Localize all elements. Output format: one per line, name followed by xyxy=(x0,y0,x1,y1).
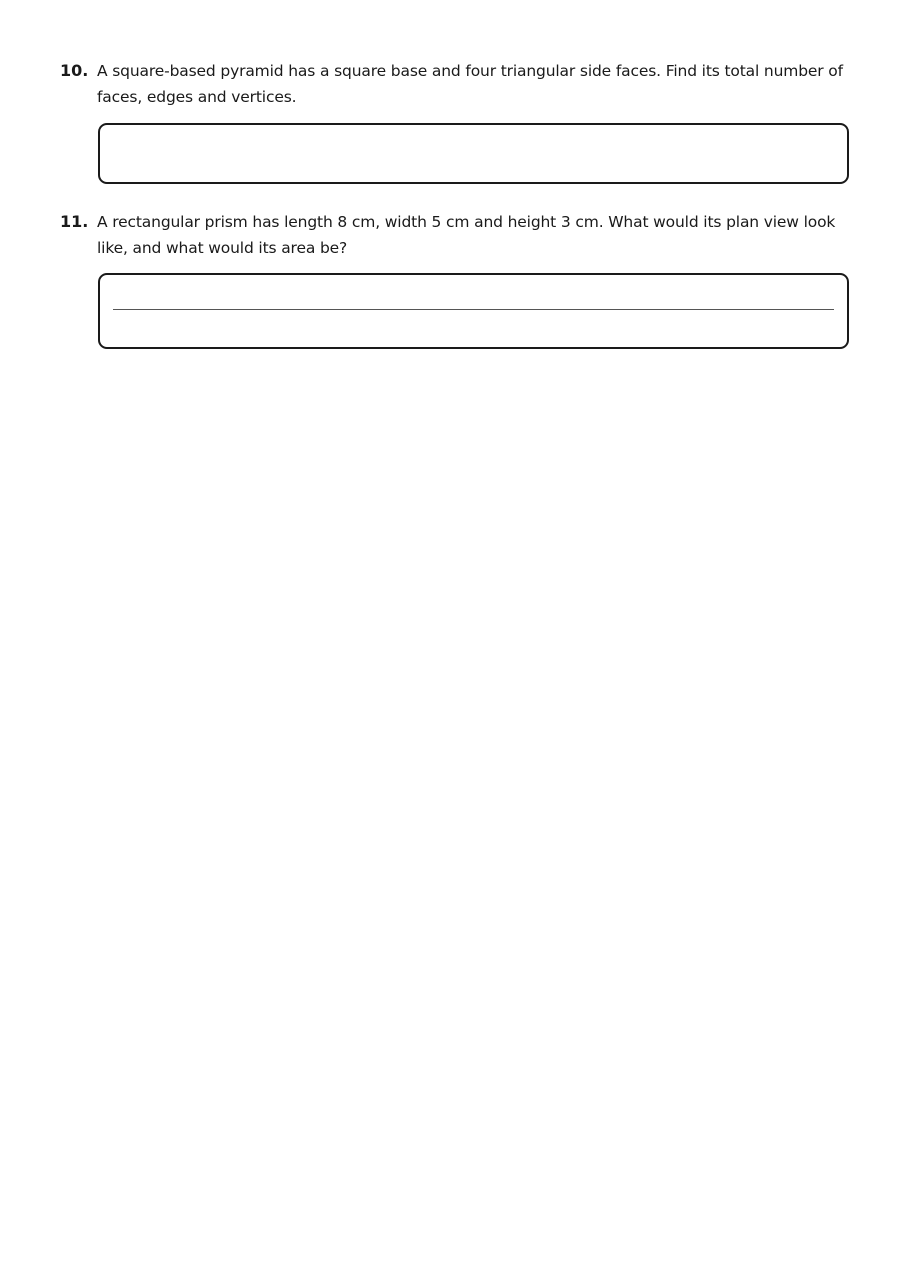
question-text: A rectangular prism has length 8 cm, width 5 cm and height 3 cm. What would its plan view look like, and what would its area be? xyxy=(97,213,836,257)
question-number: 10. xyxy=(60,61,89,80)
question-10 xyxy=(60,58,855,110)
question-number: 11. xyxy=(60,212,89,231)
question-11 xyxy=(60,209,855,261)
question-text: A square-based pyramid has a square base and four triangular side faces. Find its total number of faces, edges and vertices. xyxy=(97,62,843,106)
answer-line xyxy=(113,309,834,310)
answer-box-11[interactable] xyxy=(98,273,849,349)
answer-box-10[interactable] xyxy=(98,123,849,184)
